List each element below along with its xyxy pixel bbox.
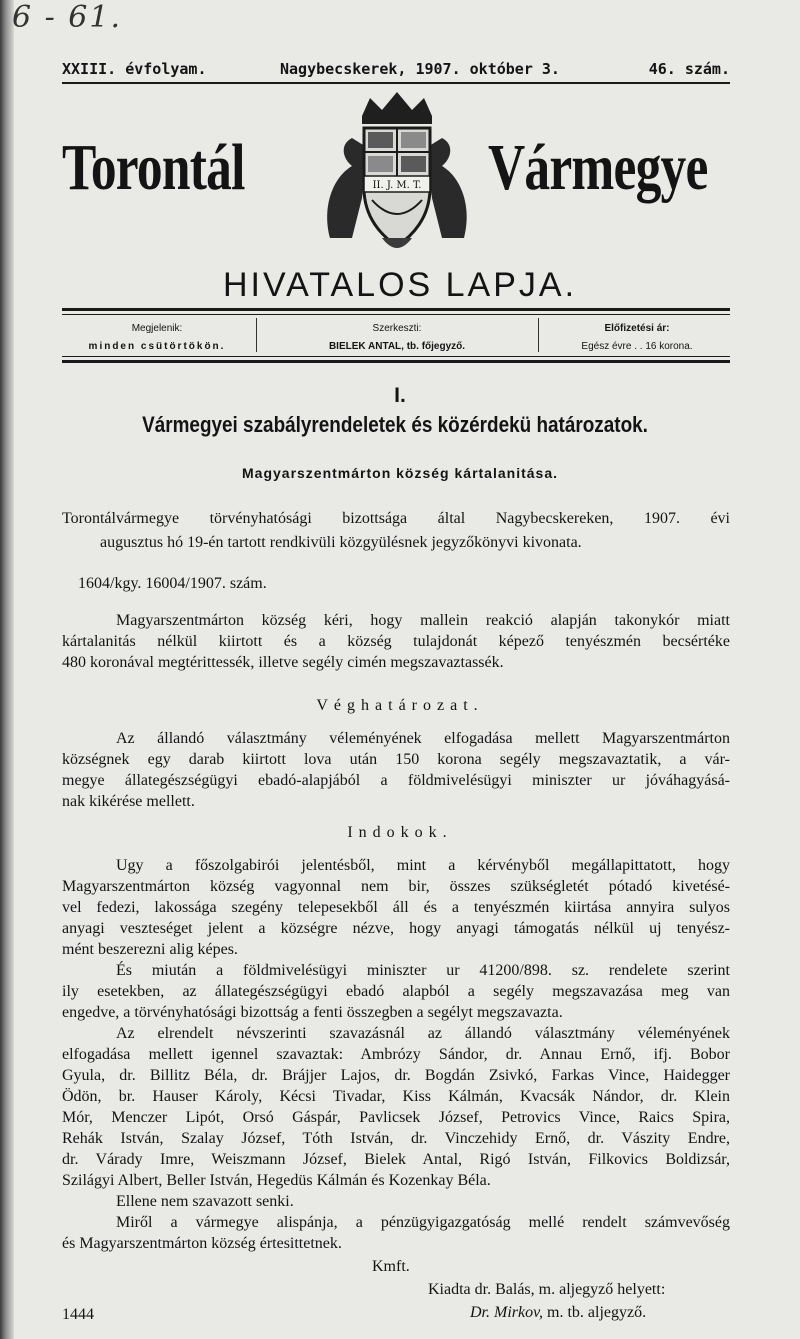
signer-title: m. tb. aljegyző.	[547, 1304, 647, 1321]
vote-line: Gyula, dr. Billitz Béla, dr. Brájjer Lajos, dr. Bogdán Zsivkó, Farkas Vince, Haidegger	[62, 1067, 730, 1084]
section-number: I.	[394, 384, 406, 407]
request-line: kártalanitás nélkül kiirtott és a község tulajdonát képező tenyészmén becsértéke	[62, 633, 730, 650]
editor-block	[262, 320, 532, 356]
issue-number: 46. szám.	[648, 60, 730, 78]
signature-line	[470, 1302, 646, 1323]
info-divider-2	[538, 318, 539, 352]
coat-of-arms-icon	[312, 88, 482, 258]
crest-text: II. J. M. T.	[372, 180, 422, 191]
reasons-line: engedve, a törvényhatósági bizottság a fenti összegben a segélyt megszavazta.	[62, 1004, 563, 1021]
decision-line: megye állategészségügyi ebadó-alapjából a földmivelésügyi miniszter ur jóváhagyásá-	[62, 772, 730, 789]
subtitle: HIVATALOS LAPJA.	[222, 266, 578, 304]
vote-line: Ödön, br. Hauser Károly, Kécsi Tivadar, Kiss Kálmán, Kvacsák Nándor, dr. Klein	[62, 1088, 730, 1105]
kmft: Kmft.	[372, 1258, 410, 1275]
handwritten-note: 6 - 61.	[12, 0, 123, 35]
appears-block	[62, 320, 252, 356]
info-divider-1	[256, 318, 257, 352]
against-line: Ellene nem szavazott senki.	[116, 1193, 294, 1210]
reasons-line: Magyarszentmárton község vagyonnal nem bir, összes szükségletét pótadó kivetésé-	[62, 878, 730, 895]
request-line: Magyarszentmárton község kéri, hogy mallein reakció alapján takonykór miatt	[116, 612, 730, 629]
vote-line: Rehák István, Szalay József, Tóth István, dr. Vinczehidy Ernő, dr. Vászity Endre,	[62, 1130, 730, 1147]
info-top-rule-thin	[62, 314, 730, 315]
binding-edge	[0, 0, 14, 1339]
article-title: Magyarszentmárton község kártalanitása.	[242, 465, 558, 481]
decision-line: nak kikérése mellett.	[62, 793, 195, 810]
intro-line-1: Torontálvármegye törvényhatósági bizottsága által Nagybecskereken, 1907. évi	[62, 510, 730, 527]
masthead-rule	[62, 82, 730, 84]
request-line: 480 koronával megtérittessék, illetve segély cimén megszavaztassék.	[62, 654, 504, 671]
place-date: Nagybecskerek, 1907. október 3.	[280, 60, 560, 78]
decision-heading: Véghatározat.	[316, 697, 484, 714]
title-right: Vármegye	[488, 131, 708, 204]
title-left: Torontál	[62, 131, 245, 204]
info-bottom-rule	[62, 360, 730, 363]
reasons-line: anyagi veszteséget jelent a községre nézve, hogy anyagi támogatás nélkül uj tenyész-	[62, 920, 730, 937]
editor-label: Szerkeszti:	[372, 323, 422, 334]
signer-name: Dr. Mirkov,	[470, 1304, 544, 1321]
info-top-rule	[62, 308, 730, 311]
intro-line-2: augusztus hó 19-én tartott rendkivüli közgyülésnek jegyzőkönyvi kivonata.	[100, 534, 582, 551]
price-label: Előfizetési ár:	[604, 323, 670, 334]
price-block	[544, 320, 730, 356]
reasons-line: ily esetekben, az állategészségügyi ebadó alapból a segély megszavazása meg van	[62, 983, 730, 1000]
reasons-heading: Indokok.	[347, 824, 453, 841]
reasons-line: mént beszerezni alig képes.	[62, 941, 238, 958]
decision-line: Az állandó választmány véleményének elfogadása mellett Magyarszentmárton	[116, 730, 730, 747]
issued-by: Kiadta dr. Balás, m. aljegyző helyett:	[428, 1281, 666, 1298]
vote-line: Szilágyi Albert, Beller István, Hegedüs Kálmán és Kozenkay Béla.	[62, 1172, 491, 1189]
vote-line: Mór, Menczer Lipót, Orsó Gáspár, Pavlicsek József, Petrovics Vince, Raics Spira,	[62, 1109, 730, 1126]
vote-line: Az elrendelt névszerinti szavazásnál az állandó választmány véleményének	[116, 1025, 730, 1042]
page-number: 1444	[62, 1306, 94, 1323]
editor-value: BIELEK ANTAL, tb. főjegyző.	[328, 341, 466, 352]
appears-label: Megjelenik:	[131, 323, 183, 334]
notify-line: és Magyarszentmárton község értesittetnek.	[62, 1235, 342, 1252]
reasons-line: És miután a földmivelésügyi miniszter ur 41200/898. sz. rendelete szerint	[116, 962, 730, 979]
info-bottom-rule-thin	[62, 356, 730, 357]
vote-line: elfogadása mellett igennel szavaztak: Ambrózy Sándor, dr. Annau Ernő, ifj. Bobor	[62, 1046, 730, 1063]
reasons-line: vel fedezi, lakossága szegény telepesekből áll és a tenyészmén kiirtása annyira sulyos	[62, 899, 730, 916]
notify-line: Miről a vármegye alispánja, a pénzügyigazgatóság mellé rendelt számvevőség	[116, 1214, 730, 1231]
section-title: Vármegyei szabályrendeletek és közérdekü határozatok.	[142, 412, 648, 437]
price-value: Egész évre . . 16 korona.	[581, 341, 693, 352]
reasons-line: Ugy a főszolgabirói jelentésből, mint a kérvényből megállapittatott, hogy	[116, 857, 730, 874]
number-line: 1604/kgy. 16004/1907. szám.	[78, 575, 267, 592]
appears-value: minden csütörtökön.	[88, 341, 226, 352]
vote-line: dr. Várady Imre, Weiszmann József, Bielek Antal, Rigó István, Filkovics Boldizsár,	[62, 1151, 730, 1168]
masthead-row	[62, 60, 730, 80]
decision-line: községnek egy darab kiirtott lova után 150 korona segély megszavaztatik, a vár-	[62, 751, 730, 768]
volume-label: XXIII. évfolyam.	[62, 60, 207, 78]
